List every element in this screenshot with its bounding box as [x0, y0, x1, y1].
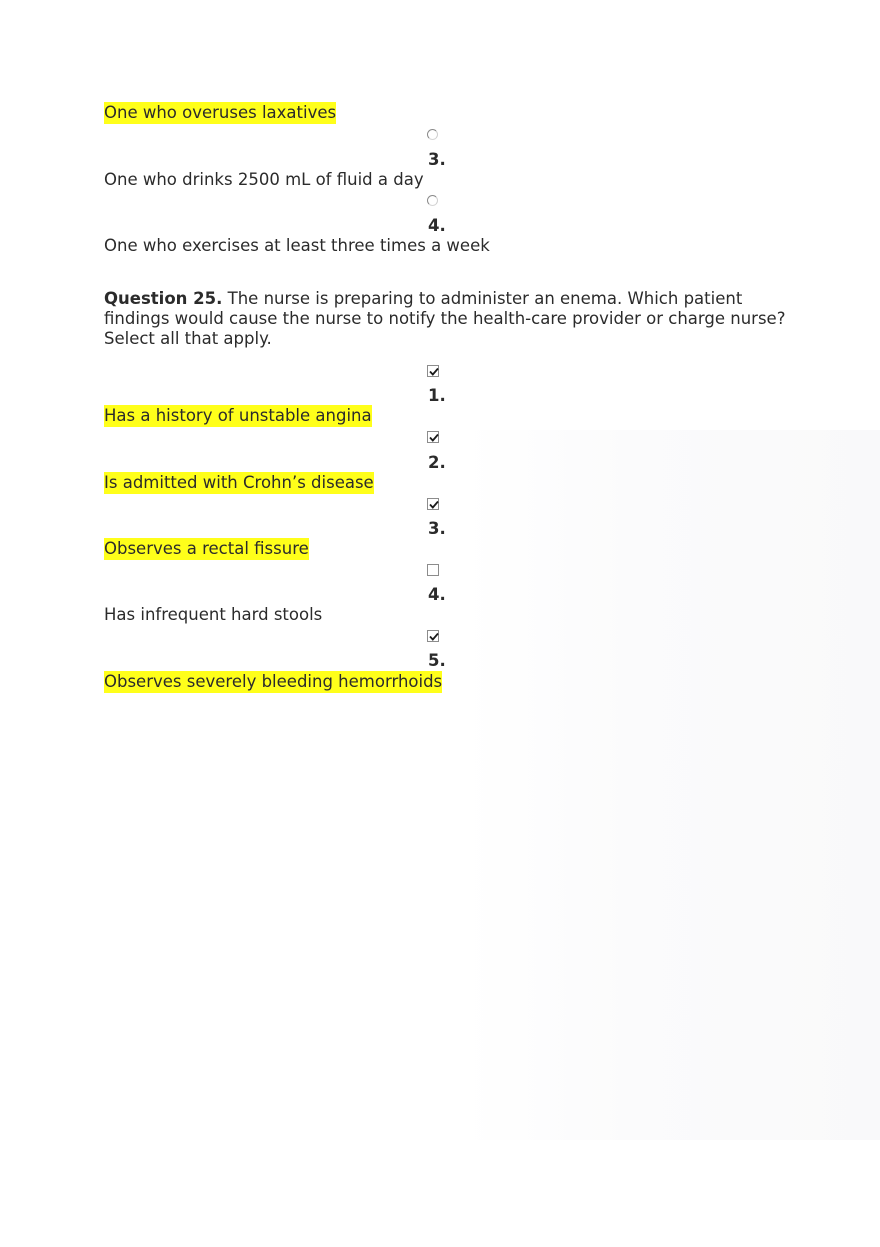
q25-option-5-checkbox[interactable]: [427, 630, 439, 642]
q24-option-3-radio[interactable]: [427, 129, 438, 140]
question-25-text: The nurse is preparing to administer an enema. Which patient findings would cause the nurse to notify the health-care provider or charge nurse? Select all that apply.: [104, 289, 786, 348]
checkmark-icon: [428, 499, 440, 511]
q25-option-1-number: 1.: [428, 386, 446, 405]
q24-option-3-number: 3.: [428, 150, 446, 169]
q25-option-3-number: 3.: [428, 519, 446, 538]
question-25-heading: Question 25.: [104, 289, 223, 308]
q25-option-4-label: Has infrequent hard stools: [104, 605, 323, 624]
q25-option-1-label: Has a history of unstable angina: [104, 406, 372, 425]
q25-option-3-checkbox[interactable]: [427, 498, 439, 510]
q24-option-4-number: 4.: [428, 216, 446, 235]
q25-option-4-checkbox[interactable]: [427, 564, 439, 576]
checkmark-icon: [428, 366, 440, 378]
q25-option-2-checkbox[interactable]: [427, 431, 439, 443]
checkmark-icon: [428, 432, 440, 444]
q25-option-4-number: 4.: [428, 585, 446, 604]
q25-option-1-checkbox[interactable]: [427, 365, 439, 377]
q24-option-4-label: One who exercises at least three times a week: [104, 236, 490, 255]
checkmark-icon: [428, 631, 440, 643]
q25-option-2-number: 2.: [428, 453, 446, 472]
q25-option-2-label: Is admitted with Crohn’s disease: [104, 473, 374, 492]
q24-option-2-label: One who overuses laxatives: [104, 103, 337, 122]
question-25: [104, 289, 794, 349]
q24-option-3-label: One who drinks 2500 mL of fluid a day: [104, 170, 424, 189]
q25-option-5-number: 5.: [428, 651, 446, 670]
q25-option-3-label: Observes a rectal fissure: [104, 539, 309, 558]
q25-option-5-label: Observes severely bleeding hemorrhoids: [104, 672, 443, 691]
q24-option-4-radio[interactable]: [427, 195, 438, 206]
